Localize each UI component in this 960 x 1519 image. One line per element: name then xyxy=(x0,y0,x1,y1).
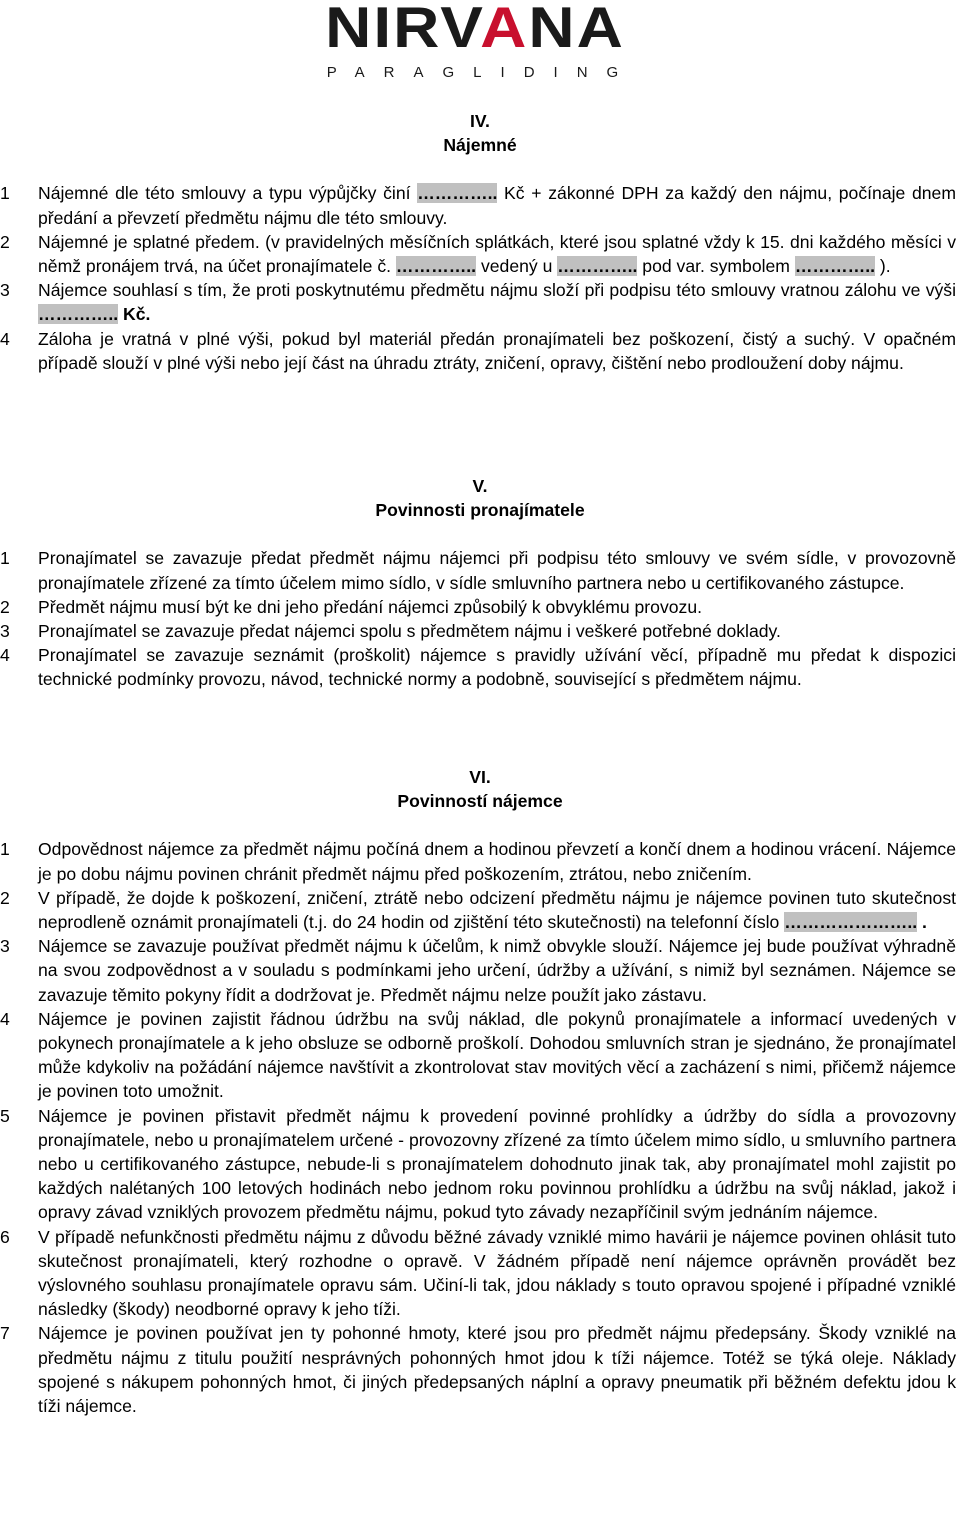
fill-in-blank[interactable]: ………….. xyxy=(417,183,498,204)
clause: 5 Nájemce je povinen přistavit předmět nájmu k provedení povinné prohlídky a údržby do sídla a provozovny pronajímatele, nebo u pronajímatelem určené - provozovny zřízené za tímto účelem mimo sídlo, u smluvního partnera nebo u certifikovaného zástupce, nebude-li s pronajímatelem dohodnuto jinak tak, aby pronajímatel mohl zajistit po každých nalétaných 100 letových hodinách nebo jednom roku povinnou prohlídku a údržbu na svůj náklad, jakož i opravy závad vzniklých provozem předmětu nájmu, pokud tyto závady nezapříčinil svým jednáním nájemce. xyxy=(0,1105,956,1223)
clause-number: 4 xyxy=(0,1008,10,1029)
clause-number: 1 xyxy=(0,839,10,860)
clause-list xyxy=(0,837,960,1418)
clause-number: 4 xyxy=(0,328,10,349)
clause: 6 V případě nefunkčnosti předmětu nájmu z důvodu běžné závady vzniklé mimo havárii je nájemce povinen ohlásit tuto skutečnost pronajímateli, který rozhodne o opravě. V žádném případě není nájemce oprávněn provádět bez výslovného souhlasu pronajímatele opravu sám. Učiní-li tak, jdou náklady s touto opravou spojené i případné vzniklé následky (škody) neodborné opravy k jeho tíži. xyxy=(0,1226,956,1320)
clause-number: 2 xyxy=(0,596,10,617)
logo-subtitle: PARAGLIDING xyxy=(326,64,638,81)
clause-number: 3 xyxy=(0,280,10,301)
clause-number: 7 xyxy=(0,1323,10,1344)
section-v xyxy=(0,474,960,692)
clause-number: 3 xyxy=(0,936,10,957)
clause: 3 Pronajímatel se zavazuje předat nájemci spolu s předmětem nájmu i veškeré potřebné doklady. xyxy=(0,619,960,643)
clause: 1 Nájemné dle této smlouvy a typu výpůjčky činí ………….. Kč + zákonné DPH za každý den nájmu, počínaje dnem předání a převzetí předmětu nájmu dle této smlouvy. xyxy=(0,183,956,228)
clause-number: 1 xyxy=(0,183,10,204)
nirvana-paragliding-logo xyxy=(280,0,670,82)
clause-number: 2 xyxy=(0,231,10,252)
clause-list xyxy=(0,546,960,691)
section-number: V. xyxy=(472,476,488,496)
clause: 4 Záloha je vratná v plné výši, pokud byl materiál předán pronajímateli bez poškození, čistý a suchý. V opačném případě slouží v plné výši nebo její část na úhradu ztráty, zničení, opravy, čištění nebo prodloužení doby nájmu. xyxy=(0,328,956,373)
clause: 1 Odpovědnost nájemce za předmět nájmu počíná dnem a hodinou převzetí a končí dnem a hodinou vrácení. Nájemce je po dobu nájmu povinen chránit předmět nájmu před poškozením, ztrátou, nebo zničením. xyxy=(0,839,956,884)
logo-wordmark: NIRVANA xyxy=(325,0,625,60)
fill-in-blank[interactable]: ………….. xyxy=(38,304,119,325)
section-heading xyxy=(0,765,960,813)
clause-number: 3 xyxy=(0,620,10,641)
section-number: VI. xyxy=(469,767,491,787)
clause-number: 5 xyxy=(0,1105,10,1126)
clause: 7 Nájemce je povinen používat jen ty pohonné hmoty, které jsou pro předmět nájmu předepsány. Škody vzniklé na předmětu nájmu z titulu použití nesprávných pohonných hmot jdou k tíži nájemce. Totéž se týká oleje. Náklady spojené s nákupem pohonných hmot, či jiných předepsaných náplní a opravy pneumatik při běžném defektu jdou k tíži nájemce. xyxy=(0,1323,956,1417)
clause: 2 Předmět nájmu musí být ke dni jeho předání nájemci způsobilý k obvyklému provozu. xyxy=(0,595,960,619)
clause-number: 1 xyxy=(0,548,10,569)
clause: 2 V případě, že dojde k poškození, zničení, ztrátě nebo odcizení předmětu nájmu je nájemce povinen tuto skutečnost neprodleně oznámit pronajímateli (t.j. do 24 hodin od zjištění této skutečnosti) na telefonní číslo ………………….. . xyxy=(0,887,956,932)
clause: 3 Nájemce se zavazuje používat předmět nájmu k účelům, k nimž obvykle slouží. Nájemce jej bude používat výhradně na svou zodpovědnost a v souladu s podmínkami jeho určení, údržby a užívání, s nimiž byl seznámen. Nájemce se zavazuje těmito pokyny řídit a dodržovat je. Předmět nájmu nelze použít jako zástavu. xyxy=(0,936,956,1005)
section-vi xyxy=(0,765,960,1418)
fill-in-blank[interactable]: ………….. xyxy=(557,255,638,276)
clause-number: 2 xyxy=(0,887,10,908)
section-heading xyxy=(0,474,960,522)
clause: 1 Pronajímatel se zavazuje předat předmět nájmu nájemci při podpisu této smlouvy ve svém sídle, v provozovně pronajímatele zřízené za tímto účelem mimo sídlo, v sídle smluvního partnera nebo u certifikovaného zástupce. xyxy=(0,548,956,593)
section-iv xyxy=(0,109,960,375)
clause-number: 4 xyxy=(0,645,10,666)
clause: 4 Pronajímatel se zavazuje seznámit (proškolit) nájemce s pravidly užívání věcí, případně mu předat k dispozici technické podmínky provozu, návod, technické normy a podobně, související s předmětem nájmu. xyxy=(0,645,956,690)
section-title: Povinností nájemce xyxy=(397,791,563,812)
fill-in-blank[interactable]: ………….. xyxy=(794,255,876,276)
clause-list xyxy=(0,181,960,375)
fill-in-blank[interactable]: ………….. xyxy=(395,255,477,276)
clause-number: 6 xyxy=(0,1226,10,1247)
section-heading xyxy=(0,109,960,157)
clause: 3 Nájemce souhlasí s tím, že proti poskytnutému předmětu nájmu složí při podpisu této smlouvy vratnou zálohu ve výši ………….. Kč. xyxy=(0,280,956,325)
section-number: IV. xyxy=(470,111,490,131)
clause: 4 Nájemce je povinen zajistit řádnou údržbu na svůj náklad, dle pokynů pronajímatele a informací uvedených v pokynech pronajímatele a k jeho obsluze se odborně proškolí. Dohodou smluvních stran je sjednáno, že pronajímatel může kdykoliv na požádání nájemce navštívit a zkontrolovat stav movitých věcí a zacházení s nimi, přičemž nájemce je povinen toto umožnit. xyxy=(0,1008,956,1102)
section-title: Nájemné xyxy=(443,135,517,156)
section-title: Povinnosti pronajímatele xyxy=(375,500,585,521)
clause: 2 Nájemné je splatné předem. (v pravidelných měsíčních splátkách, které jsou splatné vždy k 15. dni každého měsíci v němž pronájem trvá, na účet pronajímatele č. ………….. vedený u ………….. pod var. symbolem ………….. ). xyxy=(0,231,956,276)
fill-in-blank[interactable]: ………………….. xyxy=(784,911,918,932)
